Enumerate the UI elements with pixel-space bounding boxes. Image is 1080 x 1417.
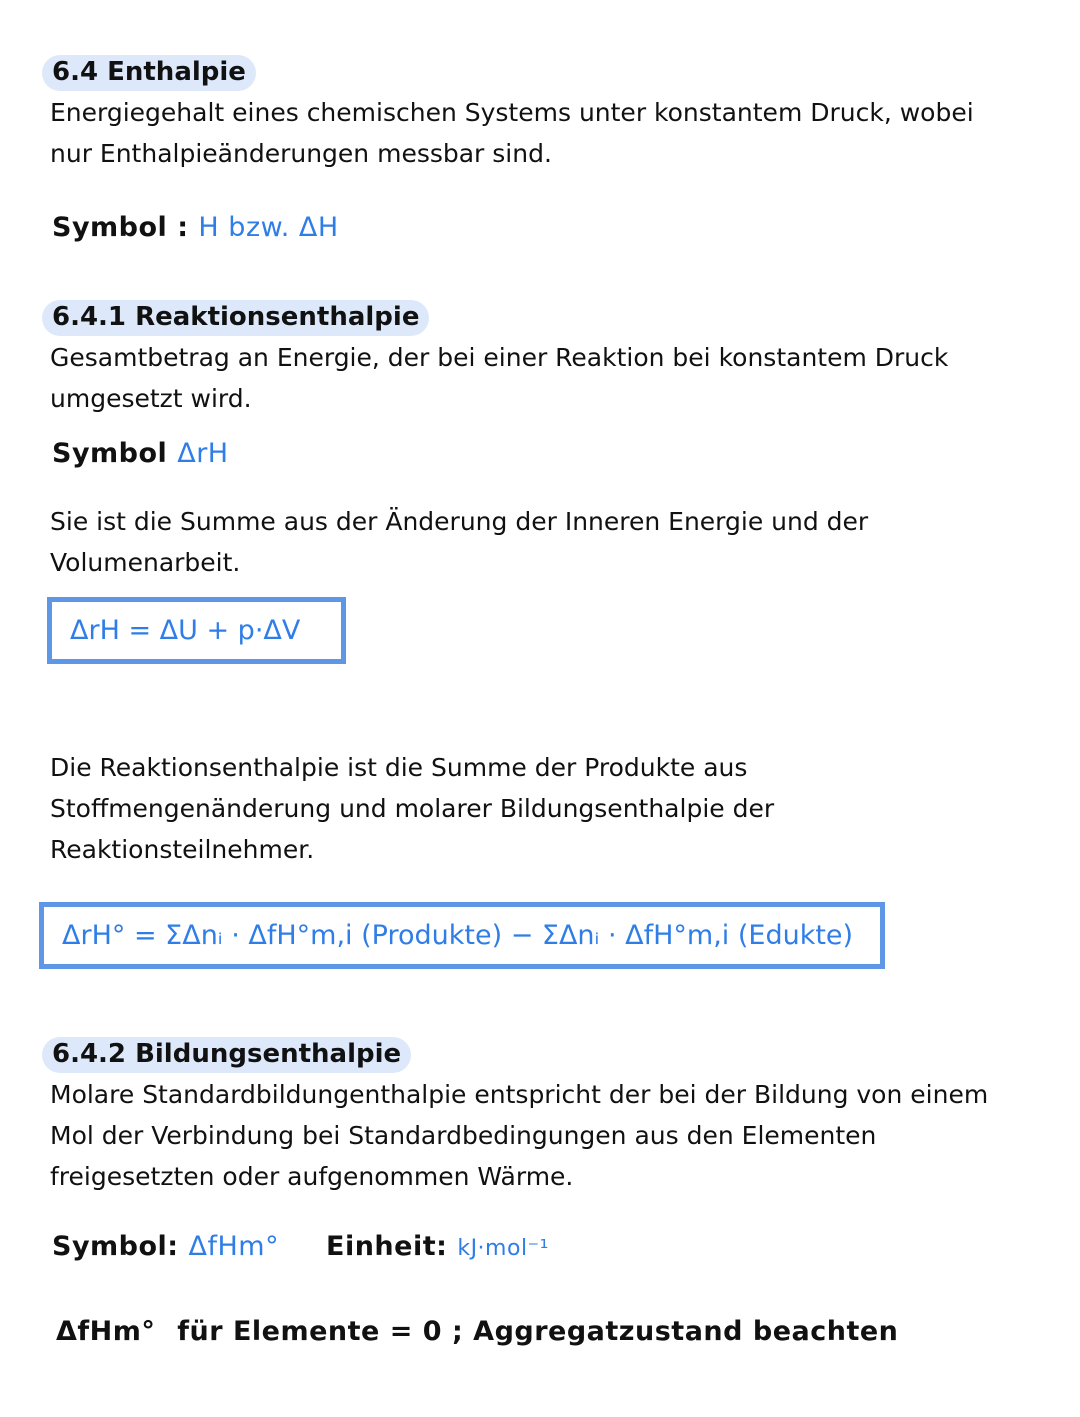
text-line: Mol der Verbindung bei Standardbedingungen aus den Elementen — [50, 1121, 877, 1150]
section-heading-reaktionsenthalpie: 6.4.1 Reaktionsenthalpie — [42, 300, 429, 336]
formula-hess: ΔrH° = ΣΔnᵢ · ΔfH°m,i (Produkte) − ΣΔnᵢ · ΔfH°m,i (Edukte) — [62, 920, 854, 951]
text-line: freigesetzten oder aufgenommen Wärme. — [50, 1162, 574, 1191]
text-line: Die Reaktionsenthalpie ist die Summe der Produkte aus — [50, 753, 748, 782]
formula-box-2 — [39, 902, 885, 969]
symbol-value: H bzw. ΔH — [198, 212, 339, 243]
text-line: Sie ist die Summe aus der Änderung der Inneren Energie und der — [50, 507, 869, 536]
summe-produkte-text — [50, 747, 774, 870]
formula-box-1 — [47, 597, 346, 664]
text-line: Reaktionsteilnehmer. — [50, 835, 315, 864]
text-line: Volumenarbeit. — [50, 548, 241, 577]
unit-label: Einheit: — [326, 1231, 448, 1262]
bildungsenthalpie-unit — [326, 1231, 549, 1262]
note-symbol: ΔfHm° — [56, 1316, 156, 1347]
formula-reaktionsenthalpie: ΔrH = ΔU + p·ΔV — [70, 615, 301, 646]
symbol-label: Symbol : — [52, 212, 189, 243]
text-line: Molare Standardbildungenthalpie entspricht der bei der Bildung von einem — [50, 1080, 989, 1109]
symbol-value: ΔrH — [177, 438, 229, 469]
reaktionsenthalpie-symbol — [52, 438, 229, 469]
text-line: Stoffmengenänderung und molarer Bildungsenthalpie der — [50, 794, 775, 823]
text-line: Energiegehalt eines chemischen Systems unter konstantem Druck, wobei — [50, 98, 974, 127]
symbol-label: Symbol: — [52, 1231, 179, 1262]
symbol-label: Symbol — [52, 438, 168, 469]
section-heading-bildungsenthalpie: 6.4.2 Bildungsenthalpie — [42, 1037, 411, 1073]
reaktionsenthalpie-definition — [50, 337, 948, 419]
volumenarbeit-text — [50, 501, 868, 583]
elemente-note — [56, 1316, 898, 1347]
symbol-value: ΔfHm° — [188, 1231, 280, 1262]
bildungsenthalpie-definition — [50, 1074, 988, 1197]
bildungsenthalpie-symbol — [52, 1231, 279, 1262]
unit-value: kJ·mol⁻¹ — [457, 1236, 549, 1261]
enthalpie-definition — [50, 92, 974, 174]
enthalpie-symbol — [52, 212, 339, 243]
text-line: Gesamtbetrag an Energie, der bei einer Reaktion bei konstantem Druck — [50, 343, 949, 372]
note-text: für Elemente = 0 ; Aggregatzustand beachten — [177, 1316, 899, 1347]
text-line: nur Enthalpieänderungen messbar sind. — [50, 139, 552, 168]
section-heading-enthalpie: 6.4 Enthalpie — [42, 55, 256, 91]
text-line: umgesetzt wird. — [50, 384, 252, 413]
